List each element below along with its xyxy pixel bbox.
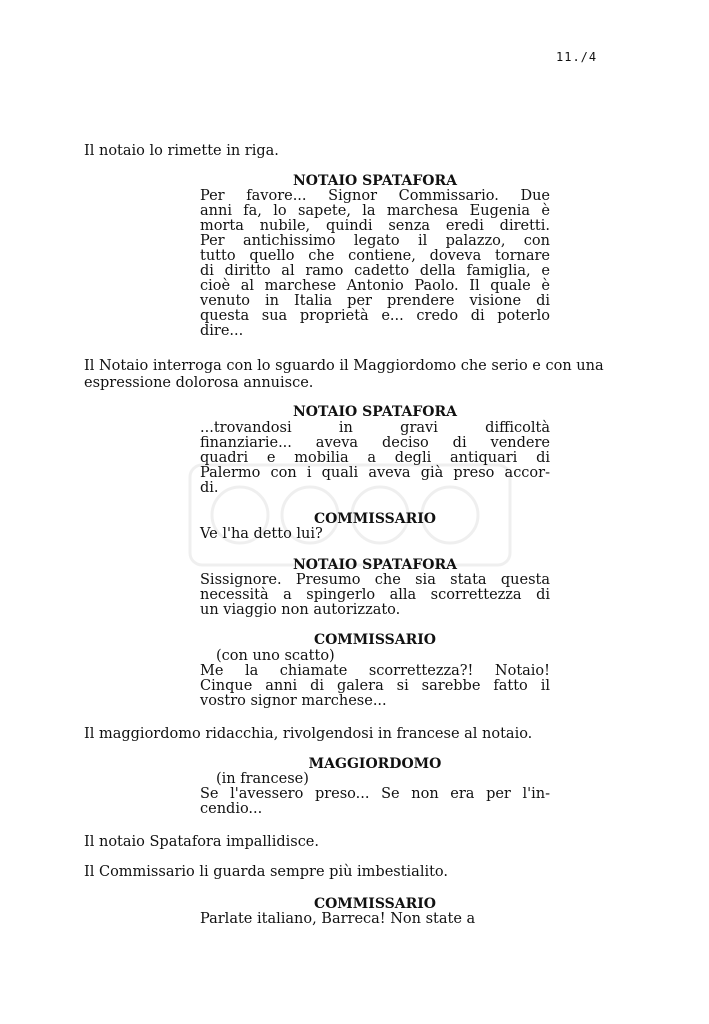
dialogue-line: Se l'avessero preso... Se non era per l'in- [200,786,550,802]
character-name: NOTAIO SPATAFORA [293,557,457,573]
action-text-line: Il Notaio interroga con lo sguardo il Maggiordomo che serio e con una [84,358,604,374]
dialogue-line: Me la chiamate scorrettezza?! Notaio! [200,663,550,679]
dialogue-line: Ve l'ha detto lui? [200,526,323,542]
dialogue-line: questa sua proprietà e... credo di poterlo [200,308,550,324]
dialogue [200,527,550,542]
page-number: 11./4 [556,50,598,64]
character-name: COMMISSARIO [313,896,437,912]
dialogue-line: anni fa, lo sapete, la marchesa Eugenia è [200,203,550,219]
dialogue-line: Cinque anni di galera si sarebbe fatto il [200,678,550,694]
action-line: Il notaio Spatafora impallidisce. [84,834,320,850]
dialogue-line: necessità a spingerlo alla scorrettezza di [200,587,550,603]
dialogue-line: Per antichissimo legato il palazzo, con [200,233,550,249]
dialogue-line: dire... [200,323,244,339]
dialogue-line: di. [200,480,219,496]
dialogue-line: un viaggio non autorizzato. [200,602,401,618]
parenthetical: (con uno scatto) [216,648,335,664]
action-line: Il maggiordomo ridacchia, rivolgendosi in francese al notaio. [84,726,533,742]
parenthetical: (in francese) [216,771,309,787]
character-name: COMMISSARIO [313,632,437,648]
dialogue-line: cioè al marchese Antonio Paolo. Il quale è [200,278,550,294]
dialogue [200,664,550,709]
action-text-line: espressione dolorosa annuisce. [84,375,314,391]
character-name: NOTAIO SPATAFORA [293,404,457,420]
dialogue [200,573,550,618]
dialogue-line: vostro signor marchese... [200,693,387,709]
dialogue-line: morta nubile, quindi senza eredi diretti. [200,218,550,234]
action-line: Il Commissario li guarda sempre più imbestialito. [84,864,449,880]
dialogue [200,421,550,496]
dialogue-line: finanziarie... aveva deciso di vendere [200,435,550,451]
character-name: COMMISSARIO [313,511,437,527]
dialogue-line: ...trovandosi in gravi difficoltà [200,420,550,436]
dialogue [200,189,550,339]
dialogue [200,912,550,927]
dialogue-line: venuto in Italia per prendere visione di [200,293,550,309]
dialogue-line: Per favore... Signor Commissario. Due [200,188,550,204]
dialogue [200,787,550,817]
character-name: MAGGIORDOMO [308,756,442,772]
dialogue-line: Palermo con i quali aveva già preso accor- [200,465,550,481]
dialogue-line: Sissignore. Presumo che sia stata questa [200,572,550,588]
dialogue-line: quadri e mobilia a degli antiquari di [200,450,550,466]
dialogue-line: tutto quello che contiene, doveva tornare [200,248,550,264]
dialogue-line: Parlate italiano, Barreca! Non state a [200,911,476,927]
dialogue-line: cendio... [200,801,263,817]
action-line [84,358,674,392]
action-line: Il notaio lo rimette in riga. [84,143,279,159]
character-name: NOTAIO SPATAFORA [293,173,457,189]
dialogue-line: di diritto al ramo cadetto della famiglia, e [200,263,550,279]
